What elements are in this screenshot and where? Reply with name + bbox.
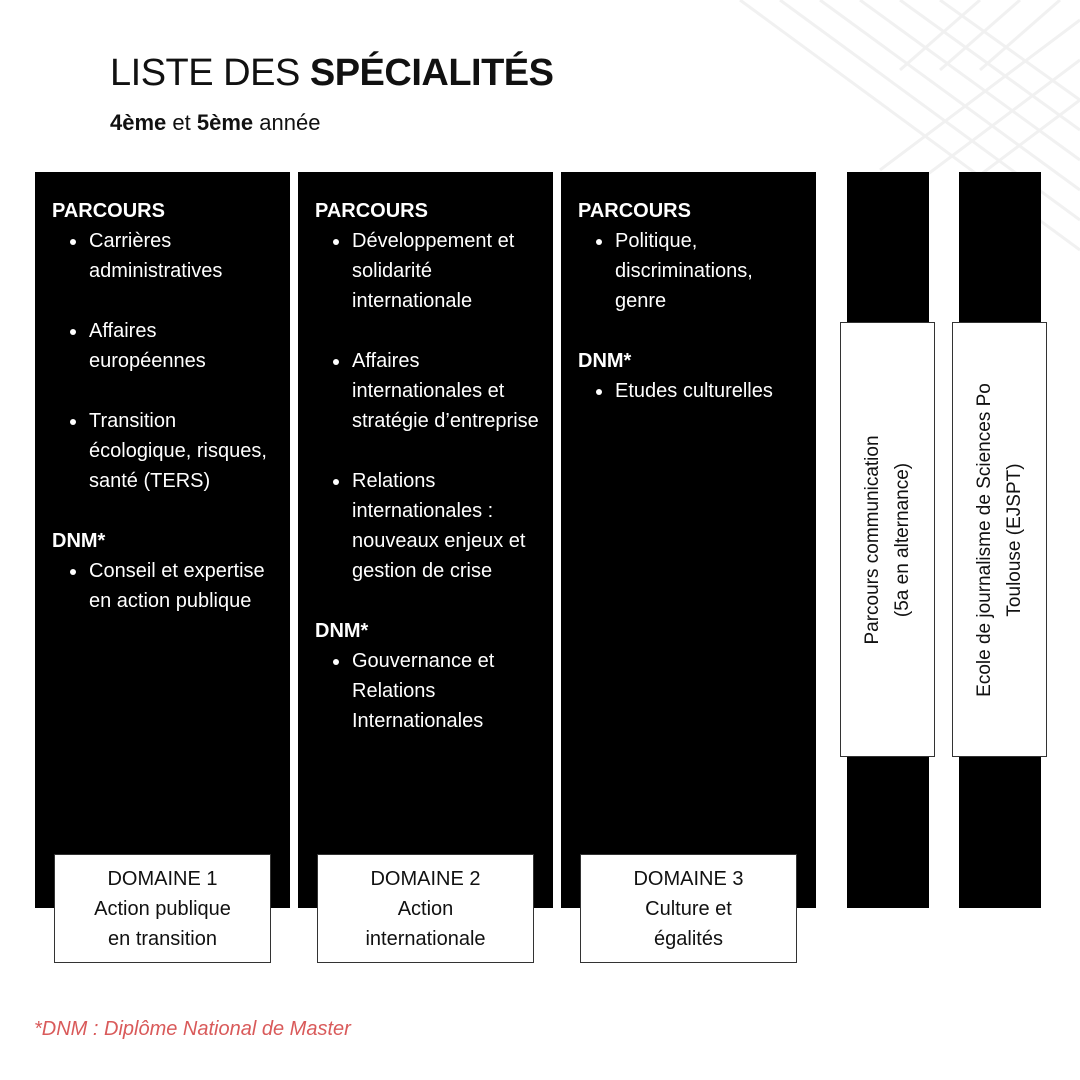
domain-3-panel <box>561 172 816 908</box>
domain-2-box <box>317 854 534 963</box>
footnote: *DNM : Diplôme National de Master <box>34 1018 351 1040</box>
subtitle-end: année <box>253 110 321 135</box>
domain-label: DOMAINE 1 <box>107 868 218 890</box>
domain-1-panel <box>35 172 290 908</box>
domain-label: DOMAINE 3 <box>633 868 744 890</box>
domain-title-line: égalités <box>654 928 723 950</box>
communication-text <box>858 330 918 750</box>
vertical-line: Ecole de journalisme de Sciences Po <box>973 382 995 697</box>
parcours-list <box>315 226 539 586</box>
list-item: Transition écologique, risques, santé (TERS) <box>89 406 276 496</box>
domain-label: DOMAINE 2 <box>370 868 481 890</box>
domain-title-line: Culture et <box>645 898 732 920</box>
title-prefix: LISTE DES <box>110 52 310 94</box>
list-item: Développement et solidarité internationale <box>352 226 539 316</box>
dnm-heading: DNM* <box>315 620 369 642</box>
list-item: Affaires internationales et stratégie d’entreprise <box>352 346 539 436</box>
domain-title-line: internationale <box>365 928 486 950</box>
subtitle-year-4: 4ème <box>110 110 167 135</box>
list-item: Conseil et expertise en action publique <box>89 556 276 616</box>
domain-2-panel <box>298 172 553 908</box>
domain-1-box <box>54 854 271 963</box>
list-item: Etudes culturelles <box>615 376 802 406</box>
vertical-line: (5a en alternance) <box>891 462 913 617</box>
dnm-list <box>578 376 802 406</box>
parcours-heading: PARCOURS <box>52 200 165 222</box>
vertical-line: Toulouse (EJSPT) <box>1003 462 1025 617</box>
domain-title-line: en transition <box>108 928 217 950</box>
journalism-text <box>970 330 1030 750</box>
domain-title-line: Action publique <box>94 898 231 920</box>
dnm-heading: DNM* <box>578 350 632 372</box>
page-subtitle <box>110 110 320 136</box>
parcours-heading: PARCOURS <box>578 200 691 222</box>
domain-title-line: Action <box>397 898 454 920</box>
dnm-heading: DNM* <box>52 530 106 552</box>
communication-box <box>840 322 935 757</box>
journalism-box <box>952 322 1047 757</box>
list-item: Gouvernance et Relations Internationales <box>352 646 539 736</box>
vertical-line: Parcours communication <box>861 434 883 645</box>
title-bold: SPÉCIALITÉS <box>309 52 554 94</box>
list-item: Politique, discriminations, genre <box>615 226 802 316</box>
page-title <box>110 52 554 95</box>
parcours-heading: PARCOURS <box>315 200 428 222</box>
dnm-list <box>315 646 539 736</box>
parcours-list <box>578 226 802 316</box>
domain-3-box <box>580 854 797 963</box>
subtitle-year-5: 5ème <box>196 110 254 135</box>
list-item: Affaires européennes <box>89 316 276 376</box>
list-item: Carrières administratives <box>89 226 276 286</box>
dnm-list <box>52 556 276 616</box>
subtitle-connector: et <box>166 110 197 135</box>
list-item: Relations internationales : nouveaux enjeux et gestion de crise <box>352 466 539 586</box>
parcours-list <box>52 226 276 496</box>
